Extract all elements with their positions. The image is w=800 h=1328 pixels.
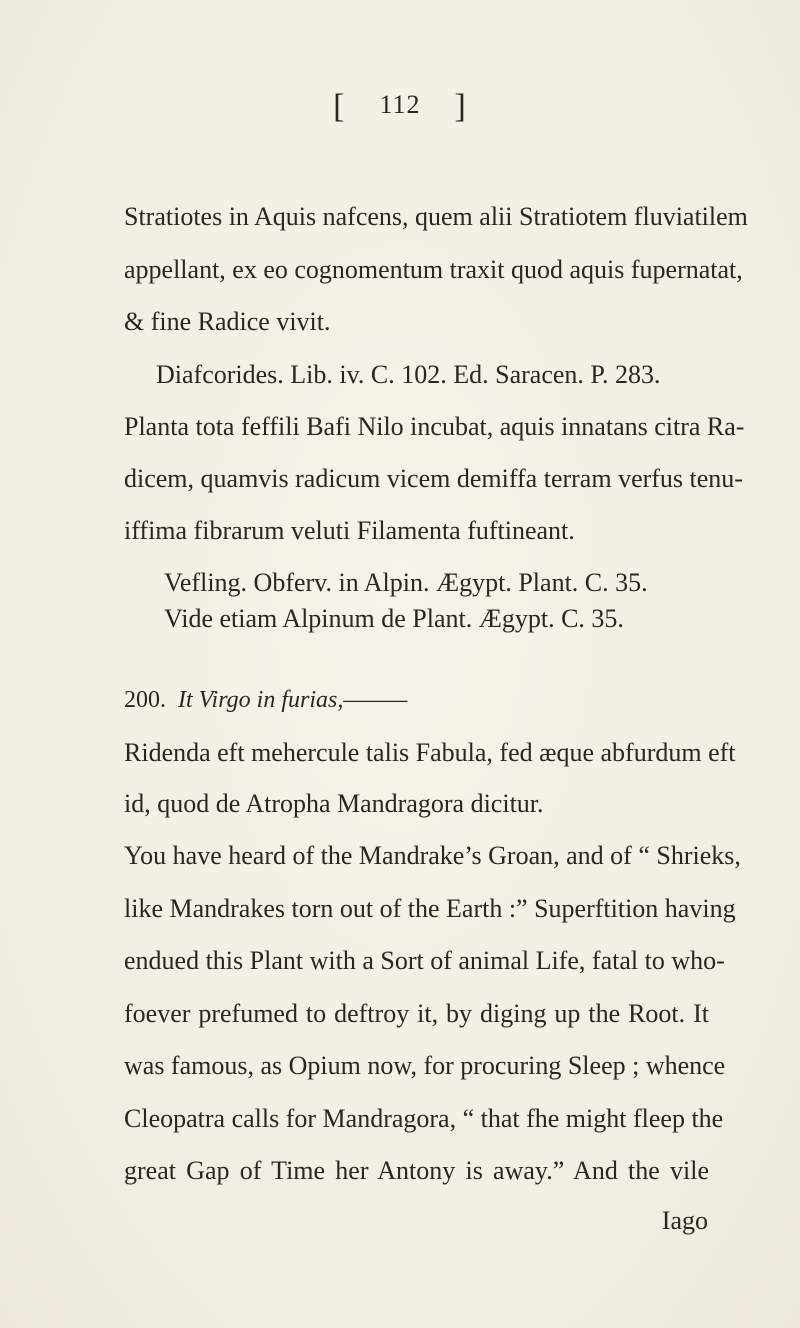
text-line-20: great Gap of Time her Antony is away.” And the vile [124, 1156, 709, 1185]
text-line-17: foever prefumed to deftroy it, by diging up the Root. It [124, 999, 709, 1028]
citation-dioscorides: Diafcorides. Lib. iv. C. 102. Ed. Saracen. P. 283. [156, 360, 661, 389]
note-number: 200. [124, 687, 166, 713]
text-line-6: dicem, quamvis radicum vicem demiffa terram verfus tenu- [124, 464, 743, 493]
citation-alpinum: Vide etiam Alpinum de Plant. Ægypt. C. 35. [164, 604, 624, 633]
text-line-3: & fine Radice vivit. [124, 307, 331, 336]
page-number: 112 [379, 90, 421, 119]
page-header [0, 88, 800, 126]
quoted-verse: It Virgo in furias,——— [178, 687, 408, 713]
text-line-18: was famous, as Opium now, for procuring Sleep ; whence [124, 1051, 726, 1080]
text-line-14: You have heard of the Mandrake’s Groan, and of “ Shrieks, [124, 841, 741, 870]
left-bracket: [ [333, 88, 346, 125]
catchword: Iago [661, 1206, 708, 1235]
text-line-5: Planta tota feffili Bafi Nilo incubat, aquis innatans citra Ra- [124, 412, 745, 441]
text-line-15: like Mandrakes torn out of the Earth :” Superftition having [124, 894, 736, 923]
citation-vesling: Vefling. Obferv. in Alpin. Ægypt. Plant. C. 35. [164, 568, 648, 597]
text-line-1: Stratiotes in Aquis nafcens, quem alii Stratiotem fluviatilem [124, 202, 748, 231]
text-line-2: appellant, ex eo cognomentum traxit quod aquis fupernatat, [124, 255, 743, 284]
note-heading [124, 684, 709, 716]
text-line-12: Ridenda eft mehercule talis Fabula, fed æque abfurdum eft [124, 738, 736, 767]
text-line-7: iffima fibrarum veluti Filamenta fuftineant. [124, 516, 575, 545]
text-line-19: Cleopatra calls for Mandragora, “ that fhe might fleep the [124, 1104, 724, 1133]
text-line-16: endued this Plant with a Sort of animal Life, fatal to who- [124, 946, 725, 975]
right-bracket: ] [454, 88, 467, 125]
text-line-13: id, quod de Atropha Mandragora dicitur. [124, 789, 544, 818]
